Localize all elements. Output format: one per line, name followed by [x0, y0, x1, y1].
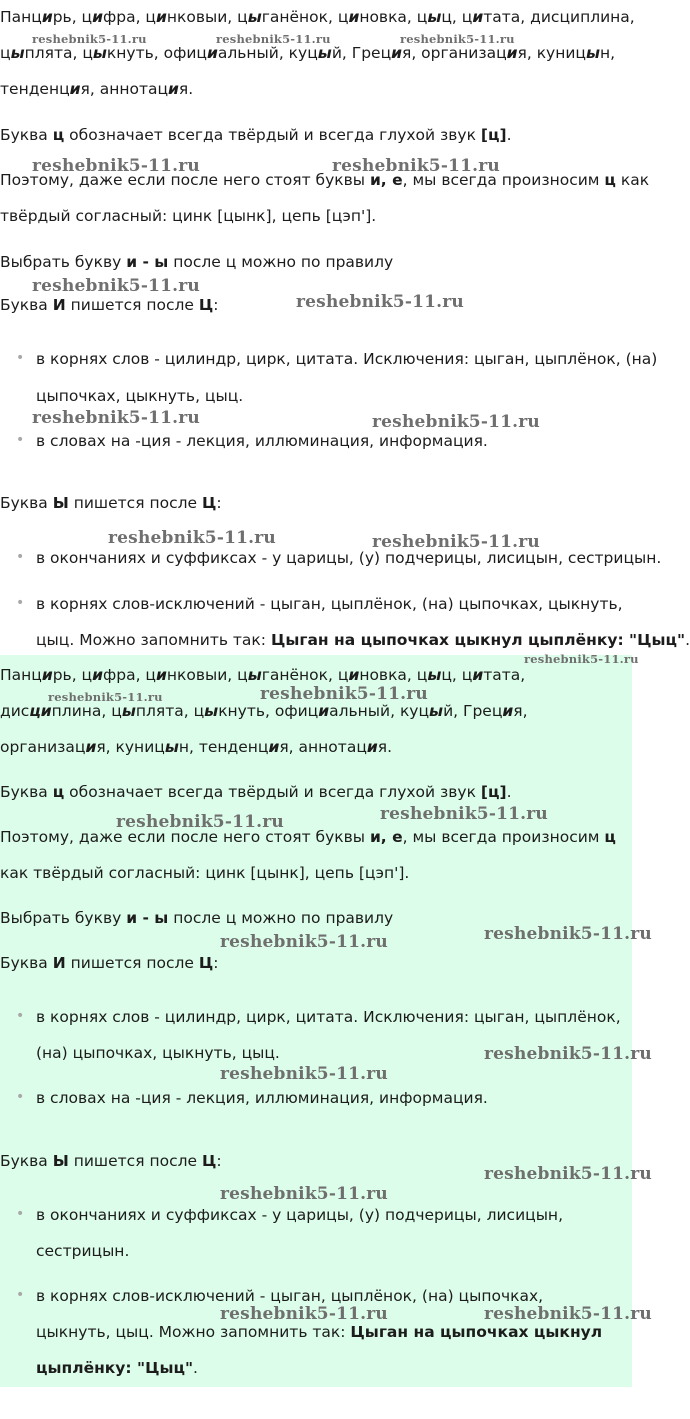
top-paragraph-5: Буква Ы пишется после Ц:	[0, 494, 222, 512]
top-list-item-4-line-2: цыц. Можно запомнить так: Цыган на цыпочках цыкнул цыплёнку: "Цыц".	[36, 631, 690, 649]
watermark: reshebnik5-11.ru	[32, 276, 200, 296]
watermark: reshebnik5-11.ru	[108, 528, 276, 548]
watermark: reshebnik5-11.ru	[48, 690, 163, 704]
watermark: reshebnik5-11.ru	[484, 1044, 652, 1064]
answer-list-item-3-line-1: • в окончаниях и суффиксах - у царицы, (у) подчерицы, лисицын,	[36, 1206, 563, 1224]
top-paragraph-2-line-3: твёрдый согласный: цинк [цынк], цепь [цэп'].	[0, 207, 377, 225]
watermark: reshebnik5-11.ru	[400, 32, 515, 46]
top-paragraph-4: Буква И пишется после Ц:	[0, 296, 219, 314]
answer-paragraph-5: Буква Ы пишется после Ц:	[0, 1152, 222, 1170]
top-paragraph-3: Выбрать букву и - ы после ц можно по правилу	[0, 253, 394, 271]
answer-list-item-4-line-2: цыкнуть, цыц. Можно запомнить так: Цыган на цыпочках цыкнул	[36, 1323, 603, 1341]
watermark: reshebnik5-11.ru	[380, 804, 548, 824]
watermark: reshebnik5-11.ru	[484, 924, 652, 944]
watermark: reshebnik5-11.ru	[372, 532, 540, 552]
top-list-item-4-line-1: • в корнях слов-исключений - цыган, цыплёнок, (на) цыпочках, цыкнуть,	[36, 595, 623, 613]
watermark: reshebnik5-11.ru	[216, 32, 331, 46]
top-list-item-1-line-1: • в корнях слов - цилиндр, цирк, цитата. Исключения: цыган, цыплёнок, (на)	[36, 350, 657, 368]
watermark: reshebnik5-11.ru	[220, 932, 388, 952]
watermark: reshebnik5-11.ru	[332, 156, 500, 176]
watermark: reshebnik5-11.ru	[220, 1304, 388, 1324]
answer-paragraph-4: Буква И пишется после Ц:	[0, 954, 219, 972]
answer-list-item-2: • в словах на -ция - лекция, иллюминация, информация.	[36, 1089, 488, 1107]
answer-paragraph-1-line-2: дисциплина, цыплята, цыкнуть, официальный, куцый, Греция,	[0, 702, 528, 720]
watermark: reshebnik5-11.ru	[372, 412, 540, 432]
top-paragraph-2-line-2: Поэтому, даже если после него стоят буквы и, е, мы всегда произносим ц как	[0, 171, 650, 189]
answer-paragraph-1-line-3: организация, куницын, тенденция, аннотация.	[0, 738, 393, 756]
answer-paragraph-3: Выбрать букву и - ы после ц можно по правилу	[0, 909, 394, 927]
watermark: reshebnik5-11.ru	[524, 652, 639, 666]
watermark: reshebnik5-11.ru	[32, 32, 147, 46]
watermark: reshebnik5-11.ru	[116, 812, 284, 832]
top-paragraph-1-line-1: Панцирь, цифра, цинковыи, цыганёнок, циновка, цыц, цитата, дисциплина,	[0, 8, 635, 26]
answer-paragraph-2-line-2: Поэтому, даже если после него стоят буквы и, е, мы всегда произносим ц	[0, 828, 616, 846]
top-list-item-1-line-2: цыпочках, цыкнуть, цыц.	[36, 387, 244, 405]
answer-list-item-4-line-1: • в корнях слов-исключений - цыган, цыплёнок, (на) цыпочках,	[36, 1287, 543, 1305]
top-list-item-2: • в словах на -ция - лекция, иллюминация, информация.	[36, 432, 488, 450]
answer-list-item-1-line-2: (на) цыпочках, цыкнуть, цыц.	[36, 1044, 280, 1062]
watermark: reshebnik5-11.ru	[484, 1164, 652, 1184]
top-paragraph-2-line-1: Буква ц обозначает всегда твёрдый и всегда глухой звук [ц].	[0, 126, 512, 144]
answer-paragraph-2-line-1: Буква ц обозначает всегда твёрдый и всегда глухой звук [ц].	[0, 783, 512, 801]
answer-list-item-4-line-3: цыплёнку: "Цыц".	[36, 1359, 198, 1377]
watermark: reshebnik5-11.ru	[220, 1064, 388, 1084]
answer-list-item-3-line-2: сестрицын.	[36, 1242, 130, 1260]
watermark: reshebnik5-11.ru	[32, 408, 200, 428]
watermark: reshebnik5-11.ru	[32, 156, 200, 176]
answer-paragraph-2-line-3: как твёрдый согласный: цинк [цынк], цепь [цэп'].	[0, 864, 410, 882]
answer-paragraph-1-line-1: Панцирь, цифра, цинковыи, цыганёнок, циновка, цыц, цитата,	[0, 666, 526, 684]
watermark: reshebnik5-11.ru	[220, 1184, 388, 1204]
watermark: reshebnik5-11.ru	[260, 684, 428, 704]
top-paragraph-1-line-2: цыплята, цыкнуть, официальный, куцый, Греция, организация, куницын,	[0, 44, 616, 62]
top-paragraph-1-line-3: тенденция, аннотация.	[0, 80, 194, 98]
watermark: reshebnik5-11.ru	[296, 292, 464, 312]
watermark: reshebnik5-11.ru	[484, 1304, 652, 1324]
answer-list-item-1-line-1: • в корнях слов - цилиндр, цирк, цитата. Исключения: цыган, цыплёнок,	[36, 1008, 621, 1026]
top-list-item-3: • в окончаниях и суффиксах - у царицы, (у) подчерицы, лисицын, сестрицын.	[36, 549, 661, 567]
